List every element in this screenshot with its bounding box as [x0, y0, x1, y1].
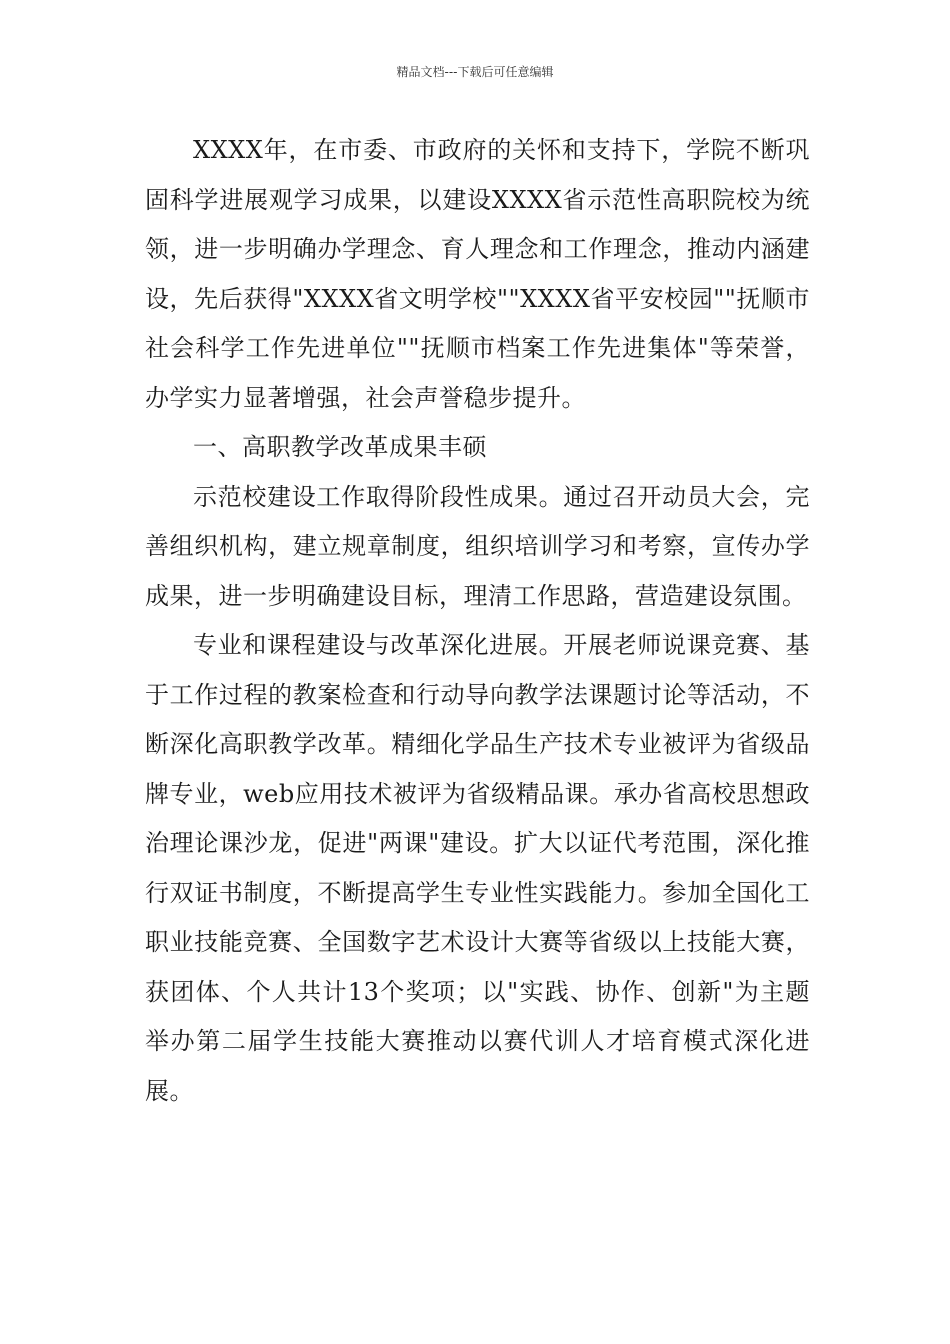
page-header: 精品文档---下载后可任意编辑	[396, 65, 554, 79]
paragraph-curriculum-reform: 专业和课程建设与改革深化进展。开展老师说课竞赛、基于工作过程的教案检查和行动导向教学法课题讨论等活动，不断深化高职教学改革。精细化学品生产技术专业被评为省级品牌专业，web应用技术被评为省级精品课。承办省高校思想政治理论课沙龙，促进"两课"建设。扩大以证代考范围，深化推行双证书制度，不断提高学生专业性实践能力。参加全国化工职业技能竞赛、全国数字艺术设计大赛等省级以上技能大赛，获团体、个人共计13个奖项；以"实践、协作、创新"为主题举办第二届学生技能大赛推动以赛代训人才培育模式深化进展。	[145, 631, 810, 1105]
paragraph-intro: XXXX年，在市委、市政府的关怀和支持下，学院不断巩固科学进展观学习成果，以建设XXXX省示范性高职院校为统领，进一步明确办学理念、育人理念和工作理念，推动内涵建设，先后获得"XXXX省文明学校""XXXX省平安校园""抚顺市社会科学工作先进单位""抚顺市档案工作先进集体"等荣誉，办学实力显著增强，社会声誉稳步提升。	[145, 136, 810, 412]
section-heading-1: 一、高职教学改革成果丰硕	[193, 433, 487, 461]
paragraph-demonstration-school: 示范校建设工作取得阶段性成果。通过召开动员大会，完善组织机构，建立规章制度，组织培训学习和考察，宣传办学成果，进一步明确建设目标，理清工作思路，营造建设氛围。	[145, 482, 810, 610]
document-body	[145, 126, 810, 1116]
